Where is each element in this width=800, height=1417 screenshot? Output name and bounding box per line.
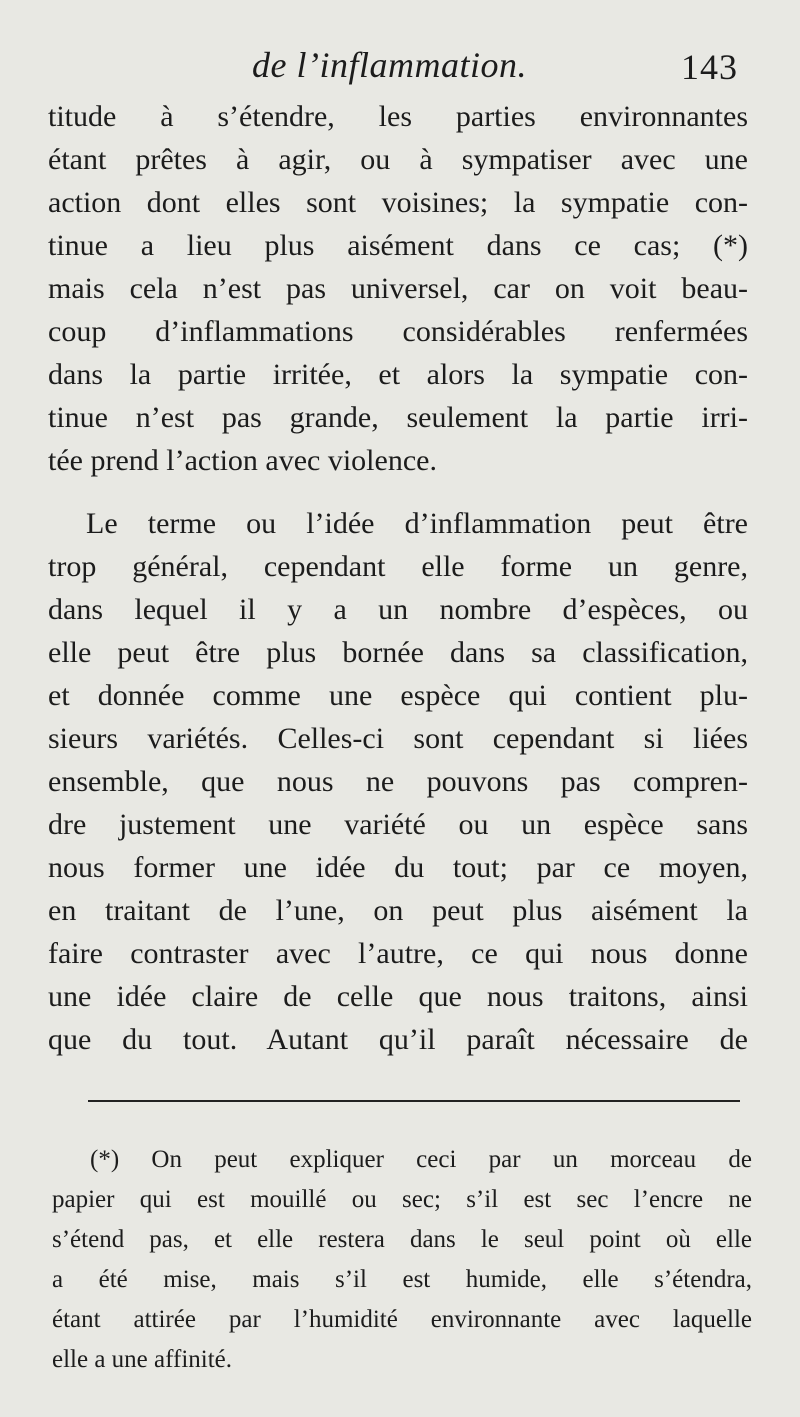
paragraph-gap [48,482,748,502]
text-line: trop général, cependant elle forme un genre, [48,550,748,583]
text-line: tée prend l’action avec violence. [48,444,437,477]
text-line: dans la partie irritée, et alors la sympatie con- [48,358,748,391]
main-text [48,95,748,1061]
text-line: et donnée comme une espèce qui contient plu- [48,679,748,712]
text-line: coup d’inflammations considérables renfermées [48,315,748,348]
footnote-rule [88,1100,740,1102]
text-line: que du tout. Autant qu’il paraît nécessaire de [48,1023,748,1056]
text-line: étant prêtes à agir, ou à sympatiser avec une [48,143,748,176]
text-line: sieurs variétés. Celles-ci sont cependant si liées [48,722,748,755]
footnote-line: étant attirée par l’humidité environnante avec laquelle [52,1306,752,1333]
text-line: ensemble, que nous ne pouvons pas compren- [48,765,748,798]
text-line: titude à s’étendre, les parties environnantes [48,100,748,133]
text-line: tinue n’est pas grande, seulement la partie irri- [48,401,748,434]
footnote-line: s’étend pas, et elle restera dans le seul point où elle [52,1226,752,1253]
text-line: action dont elles sont voisines; la sympatie con- [48,186,748,219]
text-line: en traitant de l’une, on peut plus aisément la [48,894,748,927]
footnote-line: elle a une affinité. [52,1346,233,1373]
text-line: une idée claire de celle que nous traitons, ainsi [48,980,748,1013]
page-header [0,44,800,94]
text-line: Le terme ou l’idée d’inflammation peut être [86,507,748,540]
text-line: faire contraster avec l’autre, ce qui nous donne [48,937,748,970]
text-line: nous former une idée du tout; par ce moyen, [48,851,748,884]
footnote-line: a été mise, mais s’il est humide, elle s’étendra, [52,1266,752,1293]
text-line: mais cela n’est pas universel, car on voit beau- [48,272,748,305]
running-title: de l’inflammation. [252,45,527,85]
text-line: tinue a lieu plus aisément dans ce cas; (*) [48,229,748,262]
page-number: 143 [681,47,738,87]
text-line: elle peut être plus bornée dans sa classification, [48,636,748,669]
footnote-line: papier qui est mouillé ou sec; s’il est sec l’encre ne [52,1186,752,1213]
footnote-line: (*) On peut expliquer ceci par un morceau de [90,1146,752,1173]
text-line: dans lequel il y a un nombre d’espèces, ou [48,593,748,626]
footnote [52,1140,752,1380]
text-line: dre justement une variété ou un espèce sans [48,808,748,841]
